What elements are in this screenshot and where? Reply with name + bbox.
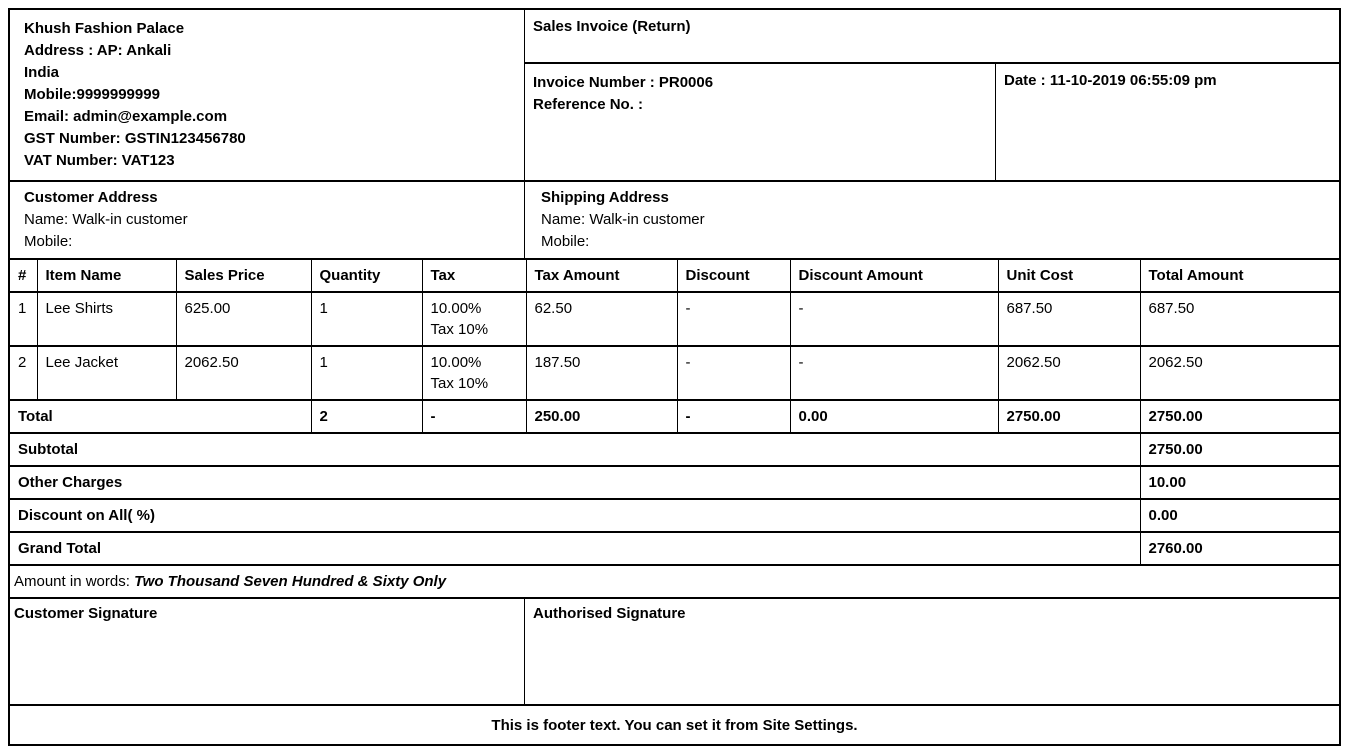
items-table [10,260,1339,566]
quantity-cell: 1 [311,292,422,346]
amount-in-words-row [10,566,1339,599]
total-discount: - [677,400,790,433]
company-name: Khush Fashion Palace [24,20,185,37]
discount-cell: - [677,346,790,400]
item-row [10,346,1339,400]
customer-signature-label: Customer Signature [14,605,158,622]
header-discount-amount: Discount Amount [790,260,998,292]
summary-row-discount-on-all [10,499,1339,532]
invoice-number: Invoice Number : PR0006 [533,74,714,91]
header-tax: Tax [422,260,526,292]
header-total-amount: Total Amount [1140,260,1339,292]
customer-signature-cell [10,599,525,704]
item-name-cell: Lee Shirts [37,292,176,346]
quantity-cell: 1 [311,346,422,400]
customer-name: Name: Walk-in customer [24,211,188,228]
customer-address [10,182,525,258]
summary-label: Grand Total [10,532,1140,565]
summary-label: Other Charges [10,466,1140,499]
sales-price-cell: 2062.50 [176,346,311,400]
company-vat-number: VAT Number: VAT123 [24,152,175,169]
summary-row-other-charges [10,466,1339,499]
summary-row-subtotal [10,433,1339,466]
company-gst-number: GST Number: GSTIN123456780 [24,130,246,147]
summary-value: 2760.00 [1140,532,1339,565]
invoice-date-cell [996,64,1339,180]
item-name-cell: Lee Jacket [37,346,176,400]
invoice-title: Sales Invoice (Return) [525,10,1339,64]
tax-cell [422,346,526,400]
unit-cost-cell: 2062.50 [998,346,1140,400]
header-serial: # [10,260,37,292]
summary-value: 0.00 [1140,499,1339,532]
customer-mobile: Mobile: [24,233,73,250]
invoice-date: Date : 11-10-2019 06:55:09 pm [1004,72,1217,89]
serial-cell: 2 [10,346,37,400]
tax-rate: 10.00% [430,300,482,317]
header-item-name: Item Name [37,260,176,292]
reference-no: Reference No. : [533,96,644,113]
summary-value: 10.00 [1140,466,1339,499]
customer-address-heading: Customer Address [24,189,158,206]
invoice-meta-row [525,64,1339,180]
summary-row-grand-total [10,532,1339,565]
tax-name: Tax 10% [430,375,489,392]
tax-amount-cell: 62.50 [526,292,677,346]
address-section [10,182,1339,260]
total-tax: - [422,400,526,433]
invoice-number-cell [525,64,996,180]
company-info [10,10,525,180]
header-unit-cost: Unit Cost [998,260,1140,292]
summary-value: 2750.00 [1140,433,1339,466]
items-total-row [10,400,1339,433]
header-sales-price: Sales Price [176,260,311,292]
footer-text: This is footer text. You can set it from Site Settings. [491,716,858,734]
total-discount-amount: 0.00 [790,400,998,433]
total-quantity: 2 [311,400,422,433]
shipping-address-heading: Shipping Address [541,189,669,206]
discount-amount-cell: - [790,346,998,400]
summary-label: Discount on All( %) [10,499,1140,532]
shipping-address [525,182,1339,258]
tax-rate: 10.00% [430,354,482,371]
serial-cell: 1 [10,292,37,346]
total-label: Total [10,400,311,433]
invoice-document [8,8,1341,746]
total-unit-cost: 2750.00 [998,400,1140,433]
invoice-meta [525,10,1339,180]
shipping-mobile: Mobile: [541,233,590,250]
tax-name: Tax 10% [430,321,489,338]
sales-price-cell: 625.00 [176,292,311,346]
top-section [10,10,1339,182]
tax-cell [422,292,526,346]
header-tax-amount: Tax Amount [526,260,677,292]
company-email: Email: admin@example.com [24,108,228,125]
item-row [10,292,1339,346]
tax-amount-cell: 187.50 [526,346,677,400]
total-amount: 2750.00 [1140,400,1339,433]
total-amount-cell: 2062.50 [1140,346,1339,400]
header-discount: Discount [677,260,790,292]
company-address-line2: India [24,64,60,81]
signature-section [10,599,1339,706]
discount-cell: - [677,292,790,346]
authorised-signature-cell [525,599,1339,704]
header-quantity: Quantity [311,260,422,292]
amount-in-words-value: Two Thousand Seven Hundred & Sixty Only [134,573,447,590]
items-header-row [10,260,1339,292]
summary-label: Subtotal [10,433,1140,466]
invoice-footer [10,706,1339,744]
authorised-signature-label: Authorised Signature [533,605,686,622]
amount-in-words-label: Amount in words: [14,573,130,590]
unit-cost-cell: 687.50 [998,292,1140,346]
total-tax-amount: 250.00 [526,400,677,433]
total-amount-cell: 687.50 [1140,292,1339,346]
discount-amount-cell: - [790,292,998,346]
shipping-name: Name: Walk-in customer [541,211,705,228]
company-address-line1: Address : AP: Ankali [24,42,172,59]
company-mobile: Mobile:9999999999 [24,86,160,103]
